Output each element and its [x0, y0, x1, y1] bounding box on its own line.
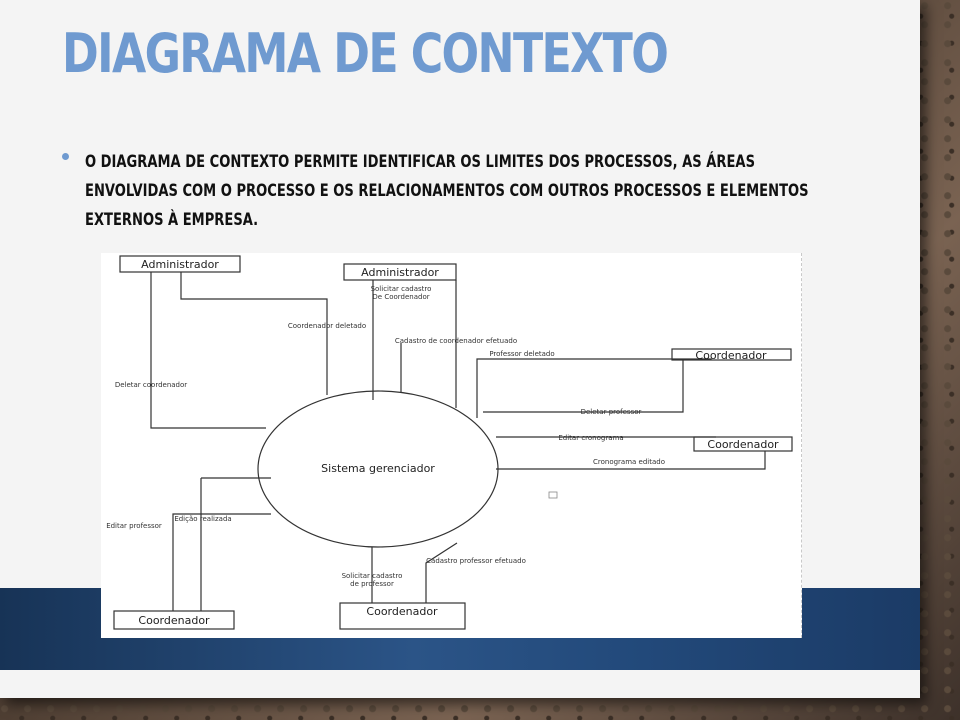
- flow-label-crono-editado: Cronograma editado: [592, 458, 666, 466]
- flow-label-solicitar-prof-1: Solicitar cadastro: [341, 572, 403, 580]
- coord-right-mid-label: Coordenador: [707, 438, 779, 451]
- flow-label-cadastro-prof-efetuado: Cadastro professor efetuado: [426, 557, 526, 565]
- flow-label-solicitar-coord-2: De Coordenador: [372, 293, 430, 301]
- flow-label-deletar-coord: Deletar coordenador: [114, 381, 188, 389]
- flow-label-deletar-prof: Deletar professor: [580, 408, 642, 416]
- flow-coord-deletado-line: [181, 272, 327, 395]
- coord-right-top-label: Coordenador: [695, 349, 767, 362]
- coord-bottom-center-label: Coordenador: [366, 605, 438, 618]
- flow-label-prof-deletado: Professor deletado: [489, 350, 555, 358]
- bullet-text: O DIAGRAMA DE CONTEXTO PERMITE IDENTIFICAR OS LIMITES DOS PROCESSOS, AS ÁREAS ENVOLVIDAS COM O PROCESSO E OS RELACIONAMENTOS COM OUTROS PROCESSOS E ELEMENTOS EXTERNOS À EMPRESA.: [85, 152, 809, 230]
- flow-deletar-coord-line: [151, 272, 266, 428]
- slide-title: DIAGRAMA DE CONTEXTO: [62, 22, 668, 85]
- coord-bottom-left-label: Coordenador: [138, 614, 210, 627]
- flow-label-editar-crono: Editar cronograma: [558, 434, 624, 442]
- flow-label-solicitar-coord-1: Solicitar cadastro: [370, 285, 432, 293]
- bullet-icon: [62, 153, 69, 160]
- flow-label-coord-deletado: Coordenador deletado: [287, 322, 367, 330]
- admin-top-label: Administrador: [361, 266, 439, 279]
- flow-editar-prof-line: [173, 514, 271, 611]
- flow-label-solicitar-prof-2: de professor: [350, 580, 394, 588]
- context-diagram: [101, 253, 802, 638]
- paste-icon: [549, 492, 557, 498]
- flow-cadastro-prof-efetuado-line: [426, 543, 457, 603]
- flow-label-edicao-realizada: Edição realizada: [174, 515, 232, 523]
- diagram-svg: [101, 253, 801, 638]
- process-label: Sistema gerenciador: [321, 462, 435, 475]
- flow-deletar-prof-line: [483, 360, 683, 412]
- admin-left-label: Administrador: [141, 258, 219, 271]
- flow-label-editar-prof: Editar professor: [106, 522, 162, 530]
- flow-label-cadastro-coord-efetuado: Cadastro de coordenador efetuado: [394, 337, 518, 345]
